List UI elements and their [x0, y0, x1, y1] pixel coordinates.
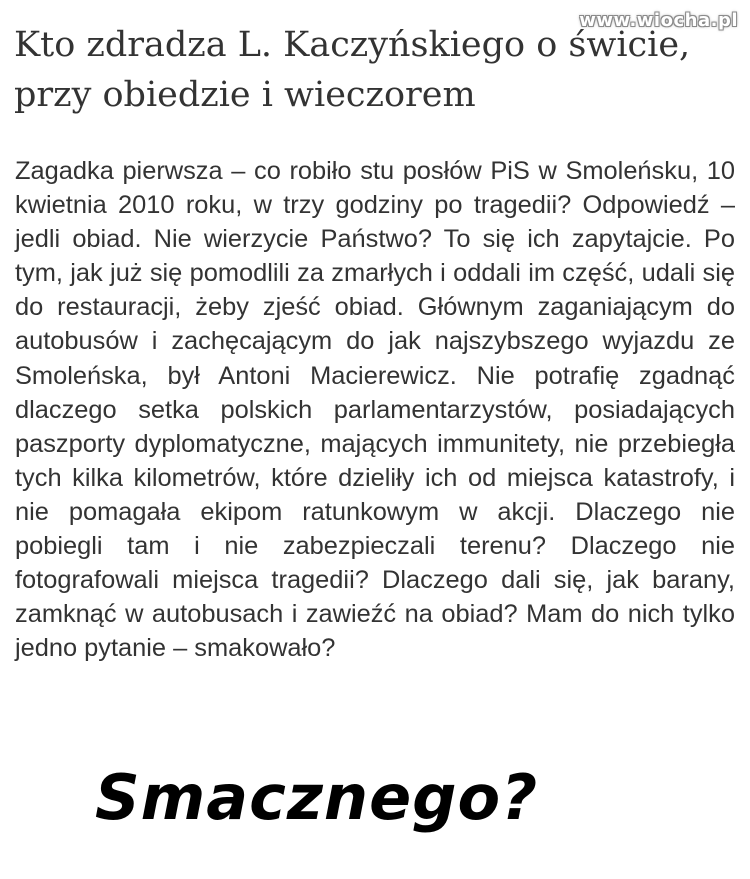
punchline-caption: Smacznego? — [95, 761, 539, 834]
article-body: Zagadka pierwsza – co robiło stu posłów PiS w Smoleńsku, 10 kwietnia 2010 roku, w trzy godziny po tragedii? Odpowiedź – jedli obiad. Nie wierzycie Państwo? To się ich zapytajcie. Po tym, jak już się pomodlili za zmarłych i oddali im część, udali się do restauracji, żeby zjeść obiad. Głównym zaganiającym do autobusów i zachęcającym do jak najszybszego wyjazdu ze Smoleńska, był Antoni Macierewicz. Nie potrafię zgadnąć dlaczego setka polskich parlamentarzystów, posiadających paszporty dyplomatyczne, mających immunitety, nie przebiegła tych kilka kilometrów, które dzieliły ich od miejsca katastrofy, i nie pomagała ekipom ratunkowym w akcji. Dlaczego nie pobiegli tam i nie zabezpieczali terenu? Dlaczego nie fotografowali miejsca tragedii? Dlaczego dali się, jak barany, zamknąć w autobusach i zawieźć na obiad? Mam do nich tylko jedno pytanie – smakowało? — [15, 157, 735, 663]
article-headline: Kto zdradza L. Kaczyńskiego o świcie, przy obiedzie i wieczorem — [14, 25, 691, 115]
site-watermark: www.wiocha.pl — [579, 10, 738, 31]
